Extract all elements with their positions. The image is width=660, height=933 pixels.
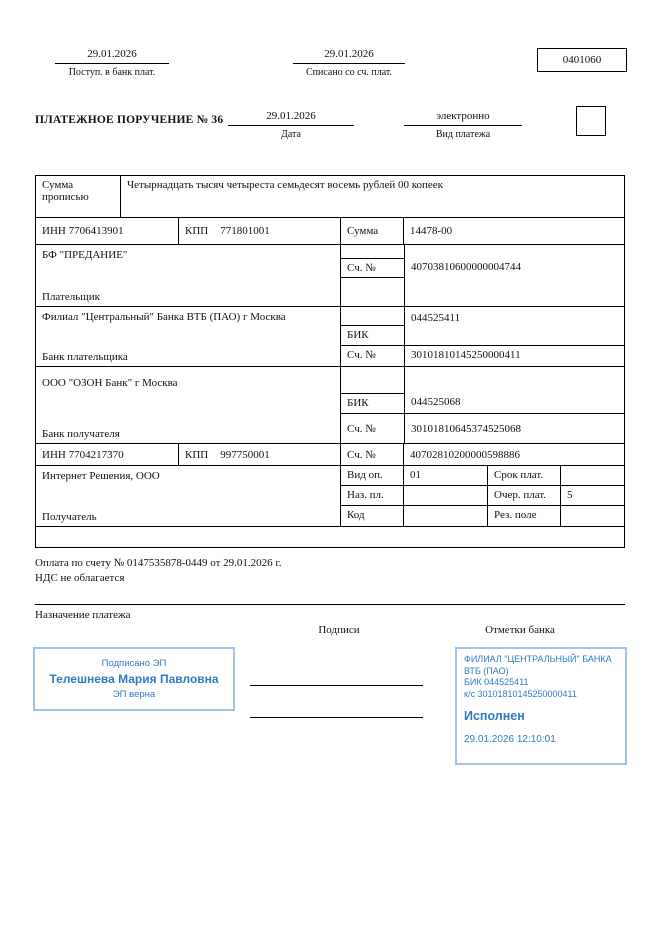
beneficiary-bank-account: 30101810645374525068 xyxy=(411,423,521,435)
signature-line xyxy=(250,685,423,686)
payer-section-label: Плательщик xyxy=(42,291,100,303)
doc-date-label: Дата xyxy=(281,129,301,140)
purpose-line-2: НДС не облагается xyxy=(35,572,125,584)
payer-inn: ИНН 7706413901 xyxy=(36,218,179,244)
debited-date-value: 29.01.2026 xyxy=(293,48,405,64)
blank-box xyxy=(576,106,606,136)
form-code-box: 0401060 xyxy=(537,48,627,72)
payer-cell xyxy=(36,245,341,306)
bank-stamp-corr-account: к/с 30101810145250000411 xyxy=(464,689,577,700)
column-divider xyxy=(404,245,405,306)
beneficiary-bank-row xyxy=(36,367,624,444)
sum-label: Сумма xyxy=(341,218,404,244)
op-type-label: Вид оп. xyxy=(341,466,404,485)
sum-value: 14478-00 xyxy=(410,225,453,237)
payer-name: БФ "ПРЕДАНИЕ" xyxy=(42,249,128,261)
amount-words-row xyxy=(36,176,624,218)
payer-bank-name: Филиал "Центральный" Банка ВТБ (ПАО) г Москва xyxy=(42,311,286,323)
beneficiary-kpp-label: КПП xyxy=(185,448,209,461)
payment-purpose-label: Назначение платежа xyxy=(35,604,625,621)
e-signature-stamp xyxy=(33,647,235,711)
payer-account: 40703810600000004744 xyxy=(411,261,521,273)
beneficiary-kpp-value: 997750001 xyxy=(220,448,270,461)
ep-valid-label: ЭП верна xyxy=(112,689,156,700)
beneficiary-row xyxy=(36,466,624,527)
purpose-line-1: Оплата по счету № 0147535878-0449 от 29.01.2026 г. xyxy=(35,557,282,569)
op-type-row xyxy=(341,466,624,486)
received-date-value: 29.01.2026 xyxy=(55,48,169,64)
payer-bank-cell xyxy=(36,307,341,366)
bank-stamp-bik: БИК 044525411 xyxy=(464,677,529,688)
beneficiary-inn: ИНН 7704217370 xyxy=(36,444,179,465)
beneficiary-requisites-row xyxy=(36,444,624,466)
bank-stamp-line-1: ФИЛИАЛ "ЦЕНТРАЛЬНЫЙ" БАНКА xyxy=(464,654,612,664)
reserve-value xyxy=(561,506,624,526)
priority-value: 5 xyxy=(567,489,573,501)
payer-bank-bik-label: БИК xyxy=(341,325,404,345)
payer-kpp-value: 771801001 xyxy=(220,225,270,237)
signer-name: Телешнева Мария Павловна xyxy=(49,672,219,686)
code-label: Код xyxy=(341,506,404,526)
signature-line xyxy=(250,717,423,718)
document-title: ПЛАТЕЖНОЕ ПОРУЧЕНИЕ № 36 xyxy=(35,114,224,126)
beneficiary-account: 40702810200000598886 xyxy=(410,448,520,461)
payer-bank-bik-value: 044525411 xyxy=(411,312,461,324)
beneficiary-name: Интернет Решения, ООО xyxy=(42,470,160,482)
debited-date-block xyxy=(293,48,405,78)
purpose-code-row xyxy=(341,486,624,506)
beneficiary-cell xyxy=(36,466,341,526)
reserve-label: Рез. поле xyxy=(488,506,561,526)
payer-account-area xyxy=(341,245,624,306)
payment-table xyxy=(35,175,625,548)
debited-date-label: Списано со сч. плат. xyxy=(305,67,393,78)
payer-bank-account-label: Сч. № xyxy=(347,349,376,361)
payment-kind-value: электронно xyxy=(404,110,522,126)
pay-term-label: Срок плат. xyxy=(488,466,561,485)
doc-date-block xyxy=(228,110,354,140)
payment-kind-block xyxy=(404,110,522,140)
beneficiary-account-label: Сч. № xyxy=(341,444,404,465)
purpose-code-value xyxy=(404,486,488,505)
beneficiary-bank-section-label: Банк получателя xyxy=(42,428,120,440)
amount-words-label: Сумма прописью xyxy=(36,176,121,217)
pay-term-value xyxy=(561,466,624,485)
beneficiary-bank-requisites xyxy=(341,367,624,443)
beneficiary-bank-name: ООО "ОЗОН Банк" г Москва xyxy=(42,377,178,389)
beneficiary-bank-cell xyxy=(36,367,341,443)
column-divider xyxy=(404,367,405,443)
payer-bank-requisites xyxy=(341,307,624,366)
payer-row xyxy=(36,245,624,307)
signed-ep-label: Подписано ЭП xyxy=(101,658,167,669)
payment-purpose-text xyxy=(35,556,625,586)
payer-bank-row xyxy=(36,307,624,367)
payment-kind-label: Вид платежа xyxy=(435,129,491,140)
executed-status: Исполнен xyxy=(464,708,525,723)
payer-kpp xyxy=(179,218,341,244)
payer-bank-section-label: Банк плательщика xyxy=(42,351,128,363)
signatures-label: Подписи xyxy=(318,624,360,636)
bank-marks-label: Отметки банка xyxy=(485,624,555,636)
code-value xyxy=(404,506,488,526)
purpose-code-label: Наз. пл. xyxy=(341,486,404,505)
beneficiary-kpp xyxy=(179,444,341,465)
amount-words-value: Четырнадцать тысяч четыреста семьдесят восемь рублей 00 копеек xyxy=(127,179,444,191)
beneficiary-bank-bik-value: 044525068 xyxy=(411,396,461,408)
operation-details xyxy=(341,466,624,526)
payer-bank-account: 30101810145250000411 xyxy=(411,349,521,361)
beneficiary-bank-bik-label: БИК xyxy=(341,393,404,413)
code-row xyxy=(341,506,624,526)
bank-stamp-line-2: ВТБ (ПАО) xyxy=(464,665,509,676)
doc-date-value: 29.01.2026 xyxy=(228,110,354,126)
executed-timestamp: 29.01.2026 12:10:01 xyxy=(464,734,556,745)
row-divider xyxy=(341,413,624,414)
empty-row xyxy=(36,527,624,547)
payer-kpp-label: КПП xyxy=(185,225,209,237)
received-date-block xyxy=(55,48,169,78)
op-type-value: 01 xyxy=(404,466,488,485)
beneficiary-section-label: Получатель xyxy=(42,511,97,523)
column-divider xyxy=(404,307,405,366)
bank-execution-stamp xyxy=(455,647,627,765)
payer-requisites-row xyxy=(36,218,624,245)
payer-account-label: Сч. № xyxy=(341,258,404,278)
priority-label: Очер. плат. xyxy=(488,486,561,505)
received-date-label: Поступ. в банк плат. xyxy=(68,67,156,78)
beneficiary-bank-account-label: Сч. № xyxy=(347,423,376,435)
row-divider xyxy=(341,345,624,346)
